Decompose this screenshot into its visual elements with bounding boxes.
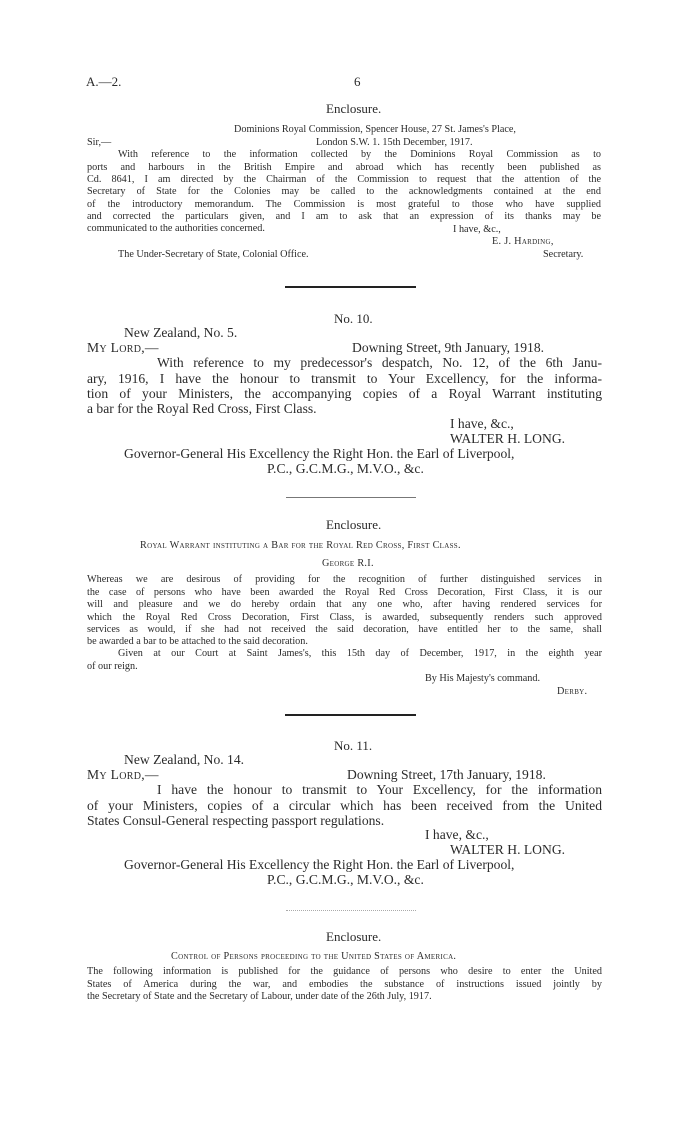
reign-line: of our reign. <box>87 661 138 672</box>
closing: I have, &c., <box>450 416 514 431</box>
body-line: ports and harbours in the British Empire and abroad which has recently been published as <box>87 162 601 173</box>
addressee: The Under-Secretary of State, Colonial Office. <box>118 249 309 260</box>
body-line: the Secretary of State and the Secretary of Labour, under date of the 26th July, 1917. <box>87 991 432 1002</box>
addressee: Governor-General His Excellency the Right Hon. the Earl of Liverpool, <box>124 857 515 872</box>
body-line: services as would, if she had not received the said decoration, have entitled her to the same, shall <box>87 624 602 635</box>
page-ref: A.—2. <box>86 74 122 89</box>
addressee: Governor-General His Excellency the Right Hon. the Earl of Liverpool, <box>124 446 515 461</box>
salutation: My Lord,— <box>87 767 159 782</box>
body-line: I have the honour to transmit to Your Excellency, for the information <box>157 782 602 797</box>
place-date: Downing Street, 9th January, 1918. <box>352 340 545 355</box>
body-line: tion of your Ministers, the accompanying copies of a Royal Warrant instituting <box>87 386 602 401</box>
enclosure-title: Enclosure. <box>326 517 382 532</box>
enclosure-heading: Control of Persons proceeding to the United States of America. <box>171 951 457 962</box>
addressee-honours: P.C., G.C.M.G., M.V.O., &c. <box>267 872 424 887</box>
addressee-honours: P.C., G.C.M.G., M.V.O., &c. <box>267 461 424 476</box>
body-line: Whereas we are desirous of providing for the recognition of further distinguished services in <box>87 574 602 585</box>
body-line: Secretary of State for the Colonies may be called to the acknowledgments contained at the end <box>87 186 601 197</box>
despatch-destination: New Zealand, No. 14. <box>124 752 245 767</box>
salutation: My Lord,— <box>87 340 159 355</box>
despatch-number: No. 10. <box>334 311 373 326</box>
signature: WALTER H. LONG. <box>450 842 566 857</box>
sovereign: George R.I. <box>322 558 374 569</box>
body-line: of the introductory memorandum. The Commission is most grateful to those who have supplied <box>87 199 601 210</box>
dateline: London S.W. 1. 15th December, 1917. <box>316 137 473 148</box>
despatch-number: No. 11. <box>334 738 373 753</box>
body-line: communicated to the authorities concerned. <box>87 223 265 234</box>
signature: E. J. Harding, <box>492 236 554 247</box>
body-line: States Consul-General respecting passport regulations. <box>87 813 385 828</box>
section-divider <box>286 497 416 498</box>
section-divider <box>285 714 416 716</box>
section-divider <box>286 910 416 911</box>
given-line: Given at our Court at Saint James's, this 15th day of December, 1917, in the eighth year <box>118 648 602 659</box>
page-number: 6 <box>354 74 361 89</box>
section-divider <box>285 286 416 288</box>
body-line: will and pleasure and we do hereby ordain that any one who, after having rendered services for <box>87 599 602 610</box>
body-line: Cd. 8641, I am directed by the Chairman of the Commission to request that the attention of the <box>87 174 601 185</box>
command-line: By His Majesty's command. <box>425 673 541 684</box>
closing: I have, &c., <box>425 827 489 842</box>
body-line: which the Royal Red Cross Decoration, First Class, is awarded, subsequently renders such approved <box>87 612 602 623</box>
despatch-destination: New Zealand, No. 5. <box>124 325 238 340</box>
place-date: Downing Street, 17th January, 1918. <box>347 767 546 782</box>
signature-title: Secretary. <box>543 249 584 260</box>
warrant-heading: Royal Warrant instituting a Bar for the Royal Red Cross, First Class. <box>140 540 461 551</box>
body-line: With reference to the information collected by the Dominions Royal Commission as to <box>118 149 601 160</box>
body-line: ary, 1916, I have the honour to transmit to Your Excellency, for the informa- <box>87 371 602 386</box>
body-line: With reference to my predecessor's despatch, No. 12, of the 6th Janu- <box>157 355 602 370</box>
enclosure-title: Enclosure. <box>326 101 382 116</box>
body-line: and corrected the particulars given, and I am to ask that an expression of its thanks may be <box>87 211 601 222</box>
closing: I have, &c., <box>453 224 501 235</box>
signature: WALTER H. LONG. <box>450 431 566 446</box>
enclosure-title: Enclosure. <box>326 929 382 944</box>
body-line: of your Ministers, copies of a circular which has been received from the United <box>87 798 602 813</box>
commission-address: Dominions Royal Commission, Spencer House, 27 St. James's Place, <box>234 124 516 135</box>
body-line: The following information is published for the guidance of persons who desire to enter the United <box>87 966 602 977</box>
body-line: a bar for the Royal Red Cross, First Class. <box>87 401 317 416</box>
salutation: Sir,— <box>87 137 112 148</box>
body-line: States of America during the war, and embodies the substance of instructions issued jointly by <box>87 979 602 990</box>
signatory: Derby. <box>557 686 588 697</box>
body-line: the case of persons who have been awarded the Royal Red Cross Decoration, First Class, it is our <box>87 587 602 598</box>
body-line: be awarded a bar to be attached to the said decoration. <box>87 636 308 647</box>
